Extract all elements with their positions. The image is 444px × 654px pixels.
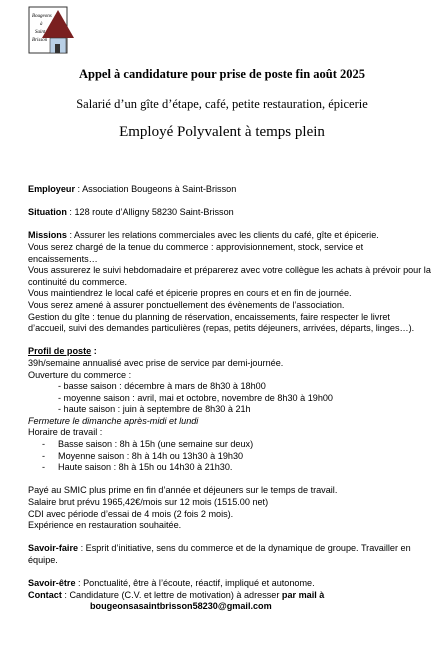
missions-text: Vous serez amené à assurer ponctuellement des évènements de l’association. [28, 299, 345, 310]
contact-label: Contact [28, 589, 62, 600]
savoir-faire-label: Savoir-faire [28, 543, 79, 554]
pay-line: Expérience en restauration souhaitée. [28, 520, 182, 531]
list-dash: - [42, 439, 46, 450]
savoir-etre-value: : Ponctualité, être à l’écoute, réactif, impliqué et autonome. [75, 578, 315, 589]
season-item: - haute saison : juin à septembre de 8h30 à 21h [58, 404, 251, 415]
missions-text: Vous assurerez le suivi hebdomadaire et préparerez avec votre collègue les achats à prévoir pour la [28, 265, 431, 276]
contact-line [28, 590, 440, 602]
pay-line: CDI avec période d’essai de 4 mois (2 fois 2 mois). [28, 508, 234, 519]
missions-line [28, 230, 440, 242]
season-item: - moyenne saison : avril, mai et octobre, novembre de 8h30 à 19h00 [58, 392, 333, 403]
missions-label: Missions [28, 230, 67, 241]
work-hours-text: Moyenne saison : 8h à 14h ou 13h30 à 19h30 [58, 450, 244, 461]
work-hours-item [28, 462, 440, 474]
logo-text-4: Brisson [32, 38, 48, 43]
logo-text-3: Saint [35, 30, 46, 35]
work-hours-item [28, 439, 440, 451]
profile-heading [28, 346, 440, 358]
opening-title: Ouverture du commerce : [28, 369, 132, 380]
savoir-faire-value-2: équipe. [28, 555, 58, 565]
profile-hours: 39h/semaine annualisé avec prise de service par demi-journée. [28, 357, 284, 368]
savoir-faire-line [28, 543, 440, 555]
savoir-etre-label: Savoir-être [28, 578, 76, 589]
employer-label: Employeur [28, 184, 75, 194]
savoir-faire-value: : Esprit d’initiative, sens du commerce et de la dynamique de groupe. Travailler en [78, 543, 411, 554]
profile-label-suffix: : [91, 346, 97, 357]
work-hours-text: Haute saison : 8h à 15h ou 14h30 à 21h30. [58, 462, 233, 473]
contact-value: : Candidature (C.V. et lettre de motivation) à adresser [61, 589, 282, 600]
work-hours-text: Basse saison : 8h à 15h (une semaine sur deux) [58, 439, 254, 450]
work-hours-title: Horaire de travail : [28, 427, 103, 438]
season-item: - basse saison : décembre à mars de 8h30 à 18h00 [58, 381, 266, 392]
situation-label: Situation [28, 207, 67, 218]
employer-line [28, 184, 440, 196]
contact-email[interactable]: bougeonsasaintbrisson58230@gmail.com [90, 601, 272, 612]
missions-text: Vous maintiendrez le local café et épicerie propres en cours et en fin de journée. [28, 288, 352, 299]
subtitle: Salarié d’un gîte d’étape, café, petite restauration, épicerie [76, 97, 368, 111]
missions-text: Gestion du gîte : tenue du planning de réservation, encaissements, faire respecter le livret [28, 311, 390, 322]
missions-text: continuité du commerce. [28, 276, 128, 287]
list-dash: - [42, 450, 46, 461]
profile-label: Profil de poste [28, 346, 92, 357]
situation-line [28, 207, 440, 219]
work-hours-item [28, 451, 440, 463]
pay-line: Payé au SMIC plus prime en fin d’année et déjeuners sur le temps de travail. [28, 485, 338, 496]
role-title: Employé Polyvalent à temps plein [119, 124, 325, 140]
main-title: Appel à candidature pour prise de poste fin août 2025 [78, 67, 366, 81]
list-dash: - [42, 462, 46, 473]
employer-value: : Association Bougeons à Saint-Brisson [75, 184, 237, 194]
closed-note: Fermeture le dimanche après-midi et lundi [28, 415, 199, 426]
missions-intro: : Assurer les relations commerciales avec les clients du café, gîte et épicerie. [66, 230, 379, 241]
missions-text: d’accueil, suivi des demandes particulières (repas, petits déjeuners, arrivées, départs, linges…). [28, 323, 415, 334]
posting-body [28, 184, 440, 613]
missions-text: encaissements… [28, 253, 98, 264]
situation-value: : 128 route d’Alligny 58230 Saint-Brisson [66, 207, 234, 218]
contact-mail-label: par mail à [281, 589, 325, 600]
logo-text-1: Bougeons [32, 14, 52, 19]
pay-line: Salaire brut prévu 1965,42€/mois sur 12 mois (1515.00 net) [28, 497, 269, 508]
association-logo [28, 6, 80, 56]
logo-text-2: à [40, 22, 43, 27]
savoir-etre-line [28, 578, 440, 590]
missions-text: Vous serez chargé de la tenue du commerce : approvisionnement, stock, service et [28, 241, 364, 252]
